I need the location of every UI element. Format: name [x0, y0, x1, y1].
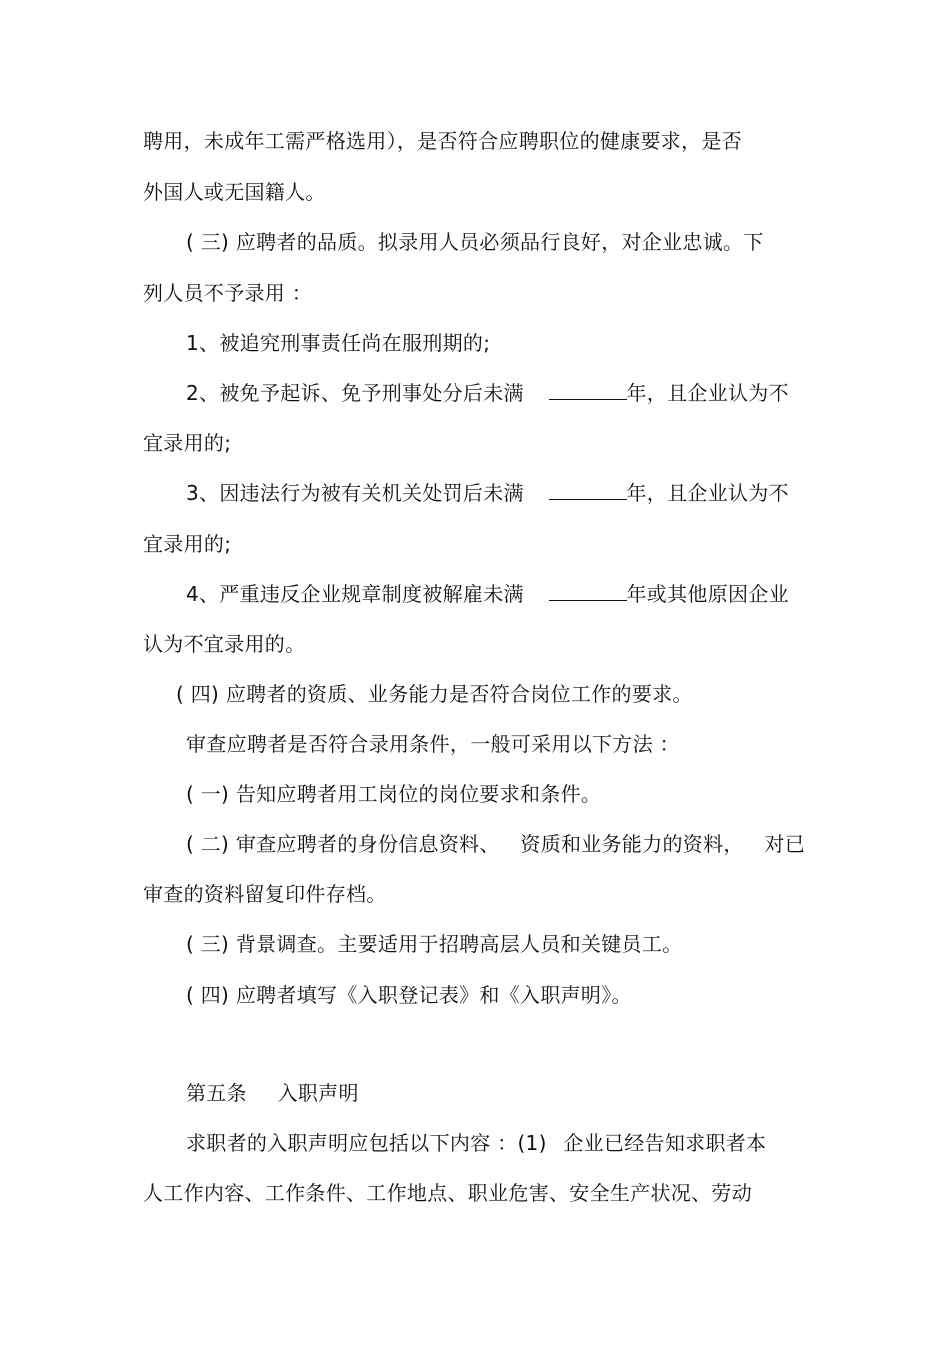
text-line: 认为不宜录用的。 — [143, 632, 306, 656]
text-line: 外国人或无国籍人。 — [143, 180, 326, 204]
list-item — [186, 379, 789, 407]
text-line: 聘用，未成年工需严格选用），是否符合应聘职位的健康要求，是否 — [143, 129, 742, 153]
fill-in-blank — [549, 580, 627, 601]
text-line: ( 三) 背景调查。主要适用于招聘高层人员和关键员工。 — [186, 932, 683, 956]
text-segment: 对已 — [764, 832, 805, 856]
text-line: ( 四) 应聘者填写《入职登记表》和《入职声明》。 — [186, 983, 632, 1007]
article-number: 第五条 — [186, 1081, 247, 1105]
text-line: ( 三) 应聘者的品质。拟录用人员必须品行良好，对企业忠诚。下 — [186, 230, 764, 254]
text-segment: 2、被免予起诉、免予刑事处分后未满 — [186, 381, 524, 405]
text-line — [186, 1129, 766, 1157]
list-item: 1、被追究刑事责任尚在服刑期的; — [186, 331, 491, 355]
article-heading — [186, 1079, 359, 1107]
text-segment: 企业已经告知求职者本 — [563, 1131, 767, 1155]
fill-in-blank — [549, 379, 627, 400]
text-line: ( 四) 应聘者的资质、业务能力是否符合岗位工作的要求。 — [176, 682, 693, 706]
text-line: 列人员不予录用 ： — [143, 281, 313, 305]
text-line: ( 一) 告知应聘者用工岗位的岗位要求和条件。 — [186, 782, 602, 806]
text-segment: 年，且企业认为不 — [626, 381, 789, 405]
fill-in-blank — [549, 479, 627, 500]
text-line: 审查应聘者是否符合录用条件，一般可采用以下方法 ： — [186, 732, 680, 756]
text-segment: 4、严重违反企业规章制度被解雇未满 — [186, 582, 524, 606]
text-segment: 3、因违法行为被有关机关处罚后未满 — [186, 481, 524, 505]
text-segment: 资质和业务能力的资料， — [520, 832, 744, 856]
text-line — [186, 830, 805, 858]
text-segment: 求职者的入职声明应包括以下内容 ：(1) — [186, 1131, 547, 1155]
list-item — [186, 580, 789, 608]
article-title: 入职声明 — [277, 1081, 359, 1105]
text-segment: 年或其他原因企业 — [626, 582, 789, 606]
text-segment: 年，且企业认为不 — [626, 481, 789, 505]
text-line: 审查的资料留复印件存档。 — [143, 882, 387, 906]
list-item — [186, 479, 789, 507]
text-segment: ( 二) 审查应聘者的身份信息资料、 — [186, 832, 500, 856]
text-line: 人工作内容、工作条件、工作地点、职业危害、安全生产状况、劳动 — [143, 1181, 752, 1205]
text-line: 宜录用的; — [143, 431, 232, 455]
text-line: 宜录用的; — [143, 532, 232, 556]
